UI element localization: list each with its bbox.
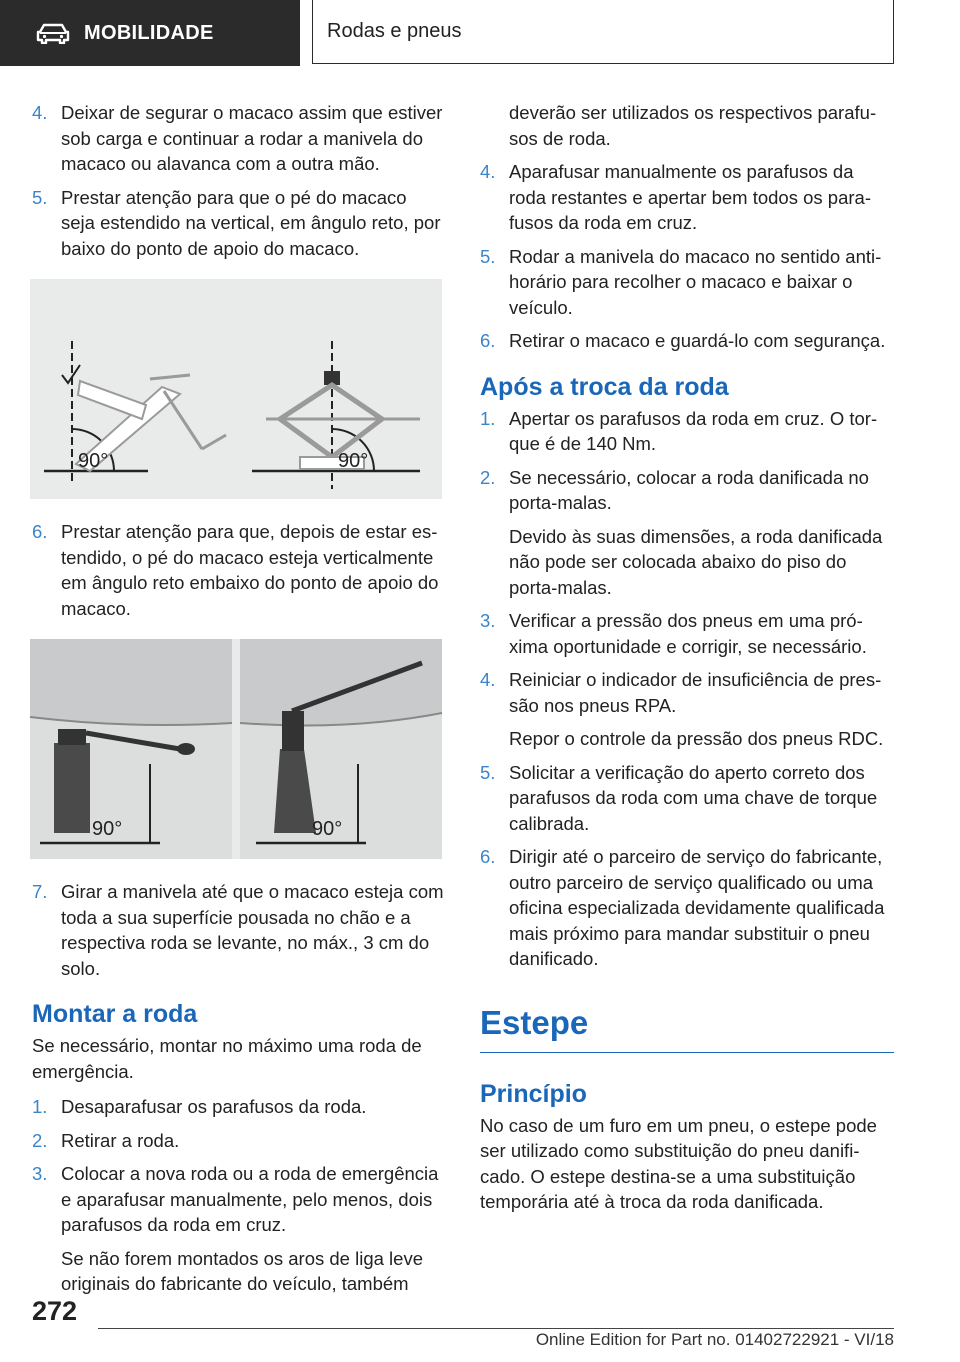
list-item-note: Repor o controle da pressão dos pneus RDC. xyxy=(509,728,884,749)
list-item: 1. Desaparafusar os parafusos da roda. xyxy=(32,1096,367,1117)
list-item: 2. Se necessário, colocar a roda danificada no porta-malas. xyxy=(480,466,869,513)
list-item: 5. Rodar a manivela do macaco no sentido anti-horário para recolher o macaco e baixar o veículo. xyxy=(480,245,882,318)
heading-after-change: Após a troca da roda xyxy=(480,372,729,401)
angle-label-left: 90° xyxy=(92,818,123,840)
heading-mount-wheel: Montar a roda xyxy=(32,1000,198,1028)
list-item: 6. Dirigir até o parceiro de serviço do fabricante, outro parceiro de serviço qualificado ou uma oficina especializada devidamente qualificada mais próximo para mandar substituir o pneu danificado. xyxy=(480,846,885,969)
list-item: 4. Aparafusar manualmente os parafusos da roda restantes e apertar bem todos os parafusos da roda em cruz. xyxy=(480,161,871,233)
chapter-title: Rodas e pneus xyxy=(327,20,462,42)
list-item-note: Devido às suas dimensões, a roda danificada não pode ser colocada abaixo do piso do porta-malas. xyxy=(509,525,883,598)
page-number: 272 xyxy=(32,1296,78,1326)
edition-info: Online Edition for Part no. 01402722921 - VI/18 xyxy=(535,1330,894,1349)
list-item: 6. Retirar o macaco e guardá-lo com segurança. xyxy=(480,330,886,351)
mount-intro: Se necessário, montar no máximo uma roda de emergência. xyxy=(32,1035,422,1082)
heading-principle: Princípio xyxy=(480,1079,587,1108)
mount-note: Se não forem montados os aros de liga leve originais do fabricante do veículo, também xyxy=(61,1247,423,1294)
jack-angle-figure-1 xyxy=(30,279,442,499)
angle-label-right: 90° xyxy=(312,818,343,840)
list-item: 2. Retirar a roda. xyxy=(32,1129,180,1151)
list-item: 4. Deixar de segurar o macaco assim que estiver sob carga e continuar a rodar a manivela do macaco ou alavanca com a outra mão. xyxy=(32,102,443,174)
section-title: MOBILIDADE xyxy=(84,21,214,44)
angle-label-left: 90° xyxy=(78,450,109,472)
footer-divider xyxy=(98,1328,894,1329)
list-item: 3. Verificar a pressão dos pneus em uma próxima oportunidade e corrigir, se necessário. xyxy=(480,610,867,657)
list-item: 1. Apertar os parafusos da roda em cruz. O torque é de 140 Nm. xyxy=(480,407,878,454)
list-item: 5. Solicitar a verificação do aperto correto dos parafusos da roda com uma chave de torque calibrada. xyxy=(480,761,878,834)
chapter-tab xyxy=(312,0,894,64)
list-item: 4. Reiniciar o indicador de insuficiência de pressão nos pneus RPA. xyxy=(480,669,882,716)
list-item: 6. Prestar atenção para que, depois de estar estendido, o pé do macaco esteja verticalmente em ângulo reto embaixo do ponto de apoio do macaco. xyxy=(32,521,439,619)
principle-text: No caso de um furo em um pneu, o estepe pode ser utilizado como substituição do pneu danificado. O estepe destina-se a uma substituição temporária até à troca da roda danificada. xyxy=(480,1114,877,1212)
heading-spare-wheel: Estepe xyxy=(480,1002,894,1053)
list-item: 5. Prestar atenção para que o pé do macaco seja estendido na vertical, em ângulo reto, por baixo do ponto de apoio do macaco. xyxy=(32,186,441,259)
continued-text: deverão ser utilizados os respectivos parafusos de roda. xyxy=(509,102,877,149)
left-column xyxy=(32,100,444,1305)
angle-label-right: 90° xyxy=(338,450,369,472)
right-column xyxy=(480,100,894,1225)
scissor-jack-illustration xyxy=(30,279,442,499)
bottle-jack-illustration xyxy=(30,639,442,859)
car-icon xyxy=(36,22,70,44)
section-tab xyxy=(0,0,300,66)
list-item: 7. Girar a manivela até que o macaco esteja com toda a sua superfície pousada no chão e a respectiva roda se levante, no máx., 3 cm do solo. xyxy=(32,881,444,979)
jack-angle-figure-2 xyxy=(30,639,442,859)
list-item: 3. Colocar a nova roda ou a roda de emergência e aparafusar manualmente, pelo menos, dois parafusos da roda em cruz. xyxy=(32,1163,439,1235)
